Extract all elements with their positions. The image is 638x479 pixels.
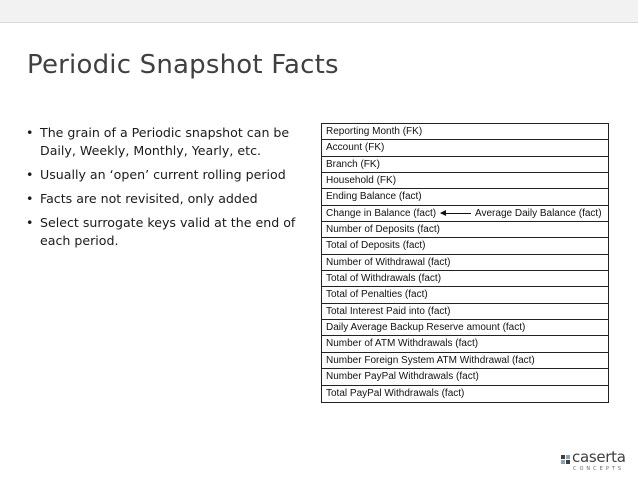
periodic-snapshot-fact-table [321, 123, 609, 403]
table-row: Number of ATM Withdrawals (fact) [322, 336, 608, 352]
bullet-text: Usually an ‘open’ current rolling period [40, 167, 286, 182]
bullet-list [26, 124, 306, 256]
table-row: Number of Withdrawal (fact) [322, 255, 608, 271]
table-row: Total of Penalties (fact) [322, 287, 608, 303]
annotation-label: Average Daily Balance (fact) [475, 207, 602, 219]
caserta-logo [561, 448, 627, 474]
logo-wordmark: caserta [572, 448, 626, 466]
bullet-text: Facts are not revisited, only added [40, 191, 258, 206]
bullet-dot-icon: • [26, 191, 34, 206]
slide-top-bar [0, 0, 638, 23]
table-row: Number Foreign System ATM Withdrawal (fact) [322, 353, 608, 369]
table-row: Total of Deposits (fact) [322, 238, 608, 254]
bullet-item [26, 214, 306, 250]
bullet-dot-icon: • [26, 167, 34, 182]
bullet-item [26, 166, 306, 184]
table-row: Branch (FK) [322, 157, 608, 173]
bullet-text: The grain of a Periodic snapshot can be Daily, Weekly, Monthly, Yearly, etc. [40, 125, 290, 158]
table-row: Number of Deposits (fact) [322, 222, 608, 238]
table-row: Total PayPal Withdrawals (fact) [326, 387, 465, 399]
table-row-label: Change in Balance (fact) [326, 207, 437, 219]
table-row: Ending Balance (fact) [322, 189, 608, 205]
table-row: Daily Average Backup Reserve amount (fact) [322, 320, 608, 336]
left-arrow-icon [441, 213, 471, 214]
caserta-logo-mark-icon [561, 455, 570, 464]
table-row: Household (FK) [322, 173, 608, 189]
table-row: Number PayPal Withdrawals (fact) [322, 369, 608, 385]
slide-title: Periodic Snapshot Facts [27, 50, 339, 80]
bullet-item [26, 124, 306, 160]
table-row-with-annotation [322, 206, 608, 222]
table-row: Account (FK) [322, 140, 608, 156]
bullet-dot-icon: • [26, 125, 34, 140]
table-row: Total Interest Paid into (fact) [322, 304, 608, 320]
bullet-dot-icon: • [26, 215, 34, 230]
table-row: Reporting Month (FK) [322, 124, 608, 140]
logo-subtitle: CONCEPTS [573, 466, 625, 472]
annotation [441, 206, 602, 222]
bullet-text: Select surrogate keys valid at the end of each period. [40, 215, 296, 248]
bullet-item [26, 190, 306, 208]
table-row: Total of Withdrawals (fact) [322, 271, 608, 287]
